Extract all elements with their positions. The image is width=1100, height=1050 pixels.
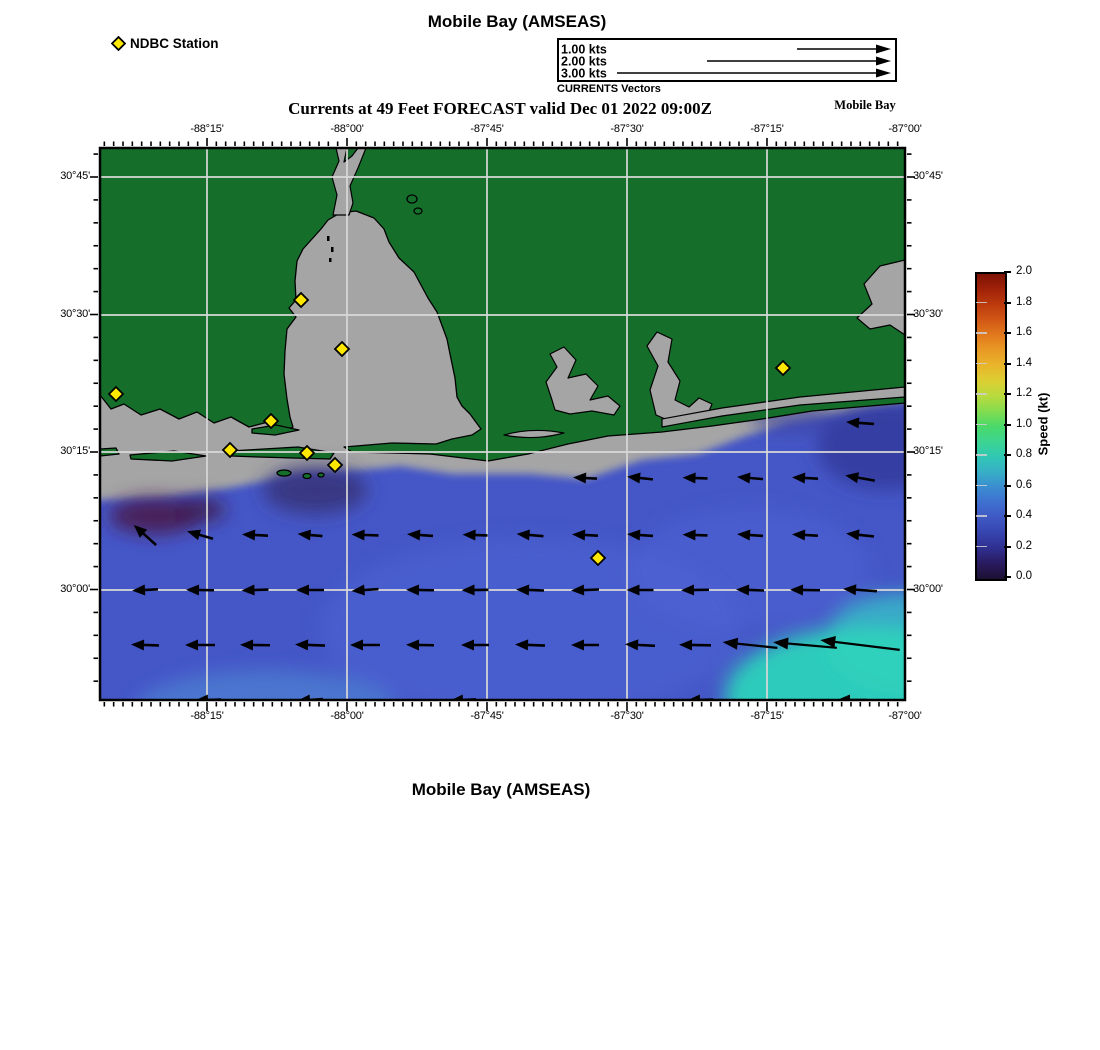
colorbar-tick-label: 0.2 [1016,539,1032,552]
colorbar-tick [1004,515,1011,517]
colorbar-tick-label: 0.4 [1016,509,1032,521]
axis-tick-label: 30°45' [60,170,90,182]
colorbar-tick [976,485,987,487]
colorbar-tick [1004,424,1011,426]
axis-tick-label: -87°30' [610,710,644,722]
colorbar-tick [1004,576,1011,578]
vector-scale-box [557,38,897,82]
colorbar-tick [1004,485,1011,487]
delta-islet [414,208,422,214]
colorbar-tick [976,393,987,395]
vector-scale-label: 2.00 kts [561,54,607,69]
map-clip-group [90,138,915,712]
axis-tick-label: -88°00' [330,710,364,722]
axis-tick-label: 30°15' [60,445,90,457]
sand-islet [318,473,324,477]
colorbar-tick [976,546,987,548]
colorbar-tick [1004,454,1011,456]
axis-tick-label: -87°45' [470,710,504,722]
axis-tick-label: -87°15' [750,710,784,722]
ndbc-station-icon [111,36,126,51]
axis-tick-label: -87°30' [610,123,644,135]
colorbar-tick-label: 1.8 [1016,295,1032,308]
colorbar-tick [1004,363,1011,365]
axis-tick-label: 30°30' [60,308,90,320]
colorbar-tick [1004,393,1011,395]
colorbar-tick-label: 2.0 [1016,265,1032,277]
ndbc-legend [111,36,219,51]
colorbar-tick [1004,271,1011,273]
axis-tick-label: 30°30' [913,308,943,320]
colorbar-tick [976,302,987,304]
colorbar-tick [1004,332,1011,334]
colorbar-tick-label: 1.6 [1016,326,1032,338]
vector-scale-arrowhead [876,45,891,54]
forecast-map [90,138,915,712]
colorbar-tick [976,515,987,517]
sand-islet [303,474,311,479]
colorbar-tick [976,424,987,426]
colorbar-tick [1004,546,1011,548]
vector-scale-label: 1.00 kts [561,42,607,57]
colorbar-tick-label: 1.2 [1016,387,1032,399]
axis-tick-label: -88°15' [190,710,224,722]
mainland-landmass [100,148,905,461]
colorbar-tick-label: 1.4 [1016,356,1032,369]
colorbar-tick [976,332,987,334]
ndbc-legend-label: NDBC Station [130,36,219,51]
axis-tick-label: 30°00' [60,583,90,595]
vector-scale-arrowhead [876,57,891,66]
colorbar-axis-label: Speed (kt) [1035,392,1051,456]
axis-tick-label: 30°45' [913,170,943,182]
colorbar-tick-label: 0.8 [1016,448,1032,460]
speed-colorbar [975,272,1007,581]
colorbar-tick-label: 1.0 [1016,417,1032,430]
vector-scale-arrowhead [876,69,891,78]
vector-scale-rows [559,40,895,80]
colorbar-tick [1004,302,1011,304]
colorbar-tick [976,363,987,365]
axis-tick-label: -87°15' [750,123,784,135]
sand-islet [277,470,291,476]
axis-tick-label: -87°00' [888,123,922,135]
region-label: Mobile Bay [834,98,896,112]
vector-scale-caption: CURRENTS Vectors [557,83,661,95]
colorbar-tick-label: 0.0 [1016,570,1032,582]
axis-tick-label: -87°00' [888,710,922,722]
axis-tick-label: 30°00' [913,583,943,595]
delta-islet [407,195,417,203]
axis-tick-label: -87°45' [470,123,504,135]
colorbar-tick-label: 0.6 [1016,478,1032,491]
axis-tick-label: 30°15' [913,445,943,457]
vector-scale-label: 3.00 kts [561,66,607,80]
forecast-subtitle: Currents at 49 Feet FORECAST valid Dec 01 2022 09:00Z [288,99,712,118]
bottom-title: Mobile Bay (AMSEAS) [411,780,591,799]
colorbar-tick [976,454,987,456]
axis-tick-label: -88°00' [330,123,364,135]
axis-tick-label: -88°15' [190,123,224,135]
page-title: Mobile Bay (AMSEAS) [427,12,607,31]
